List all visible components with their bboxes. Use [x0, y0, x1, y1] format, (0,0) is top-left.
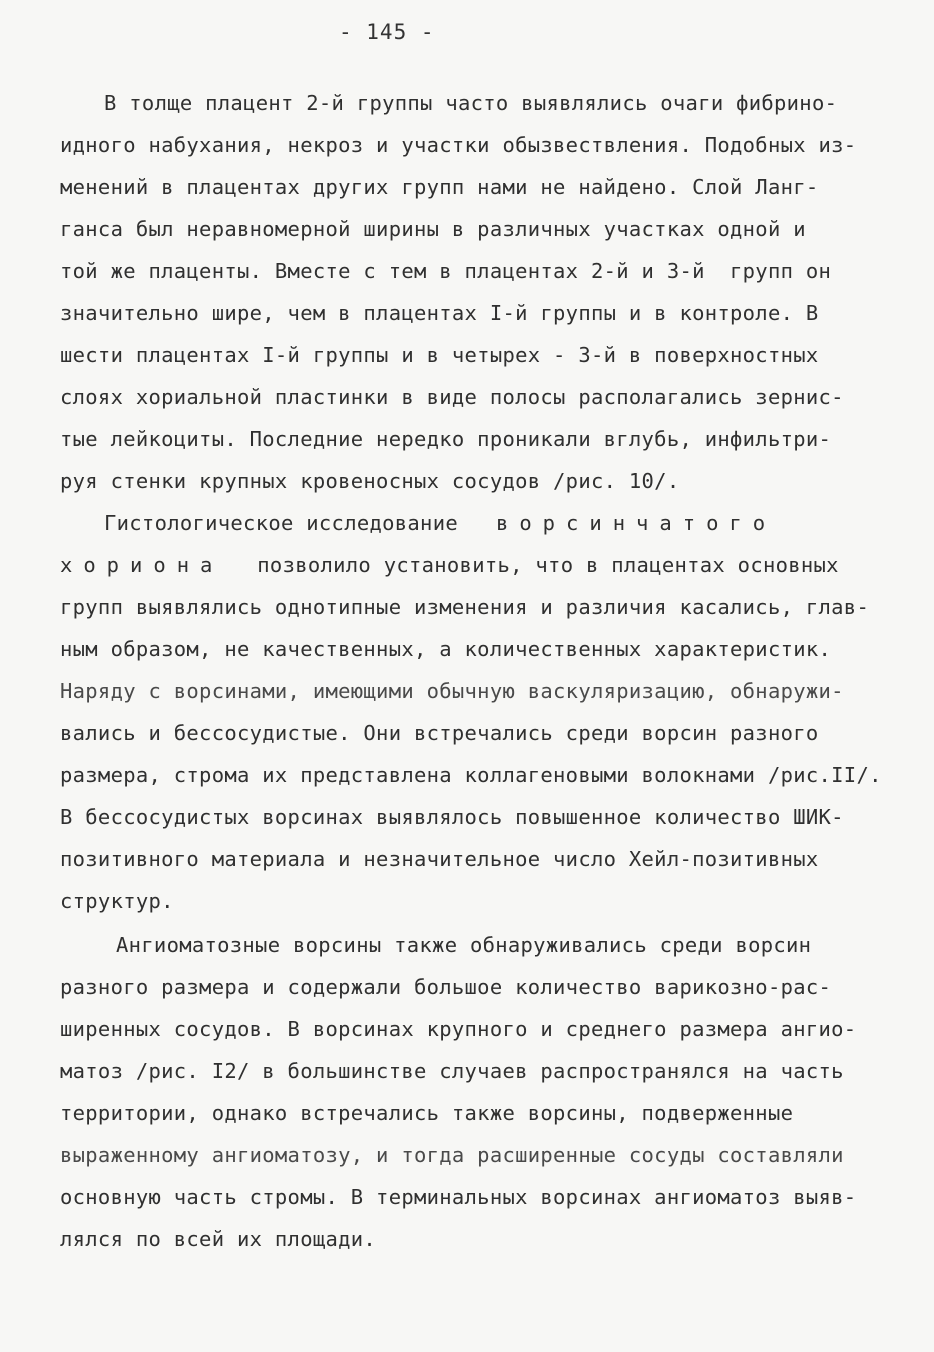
text-line: Наряду с ворсинами, имеющими обычную васкуляризацию, обнаружи- — [60, 679, 844, 703]
text-line: разного размера и содержали большое количество варикозно-рас- — [60, 975, 832, 999]
text-line: ганса был неравномерной ширины в различных участках одной и — [60, 217, 806, 241]
page-number: - 145 - — [339, 20, 435, 44]
text-line: В толще плацент 2-й группы часто выявлялись очаги фибрино- — [104, 91, 838, 115]
spaced-term: хориона — [60, 553, 224, 577]
text-line: менений в плацентах других групп нами не найдено. Слой Ланг- — [60, 175, 819, 199]
text-line: территории, однако встречались также ворсины, подверженные — [60, 1101, 794, 1125]
text-line: В бессосудистых ворсинах выявлялось повышенное количество ШИК- — [60, 805, 844, 829]
text-line: слоях хориальной пластинки в виде полосы располагались зернис- — [60, 385, 844, 409]
spaced-term: ворсинчатого — [496, 511, 777, 535]
text-line: Гистологическое исследование — [104, 511, 484, 535]
text-line: идного набухания, некроз и участки обызвествления. Подобных из- — [60, 133, 857, 157]
text-line: шести плацентах I-й группы и в четырех - 3-й в поверхностных — [60, 343, 819, 367]
text-line: Ангиоматозные ворсины также обнаруживались среди ворсин — [116, 933, 812, 957]
text-line: ным образом, не качественных, а количественных характеристик. — [60, 637, 832, 661]
text-line: размера, строма их представлена коллагеновыми волокнами /рис.II/. — [60, 763, 882, 787]
text-line: основную часть стромы. В терминальных ворсинах ангиоматоз выяв- — [60, 1185, 857, 1209]
text-line: значительно шире, чем в плацентах I-й группы и в контроле. В — [60, 301, 819, 325]
text-line: той же плаценты. Вместе с тем в плацентах 2-й и 3-й групп он — [60, 259, 832, 283]
text-line: групп выявлялись однотипные изменения и различия касались, глав- — [60, 595, 870, 619]
text-line: руя стенки крупных кровеносных сосудов /рис. 10/. — [60, 469, 680, 493]
text-line: позволило установить, что в плацентах основных — [232, 553, 839, 577]
text-line: позитивного материала и незначительное число Хейл-позитивных — [60, 847, 819, 871]
text-line: структур. — [60, 889, 174, 913]
text-line: тые лейкоциты. Последние нередко проникали вглубь, инфильтри- — [60, 427, 832, 451]
text-line: матоз /рис. I2/ в большинстве случаев распространялся на часть — [60, 1059, 844, 1083]
text-line: лялся по всей их площади. — [60, 1227, 377, 1251]
text-line: ширенных сосудов. В ворсинах крупного и среднего размера ангио- — [60, 1017, 857, 1041]
text-line: вались и бессосудистые. Они встречались среди ворсин разного — [60, 721, 819, 745]
text-line: выраженному ангиоматозу, и тогда расширенные сосуды составляли — [60, 1143, 844, 1167]
